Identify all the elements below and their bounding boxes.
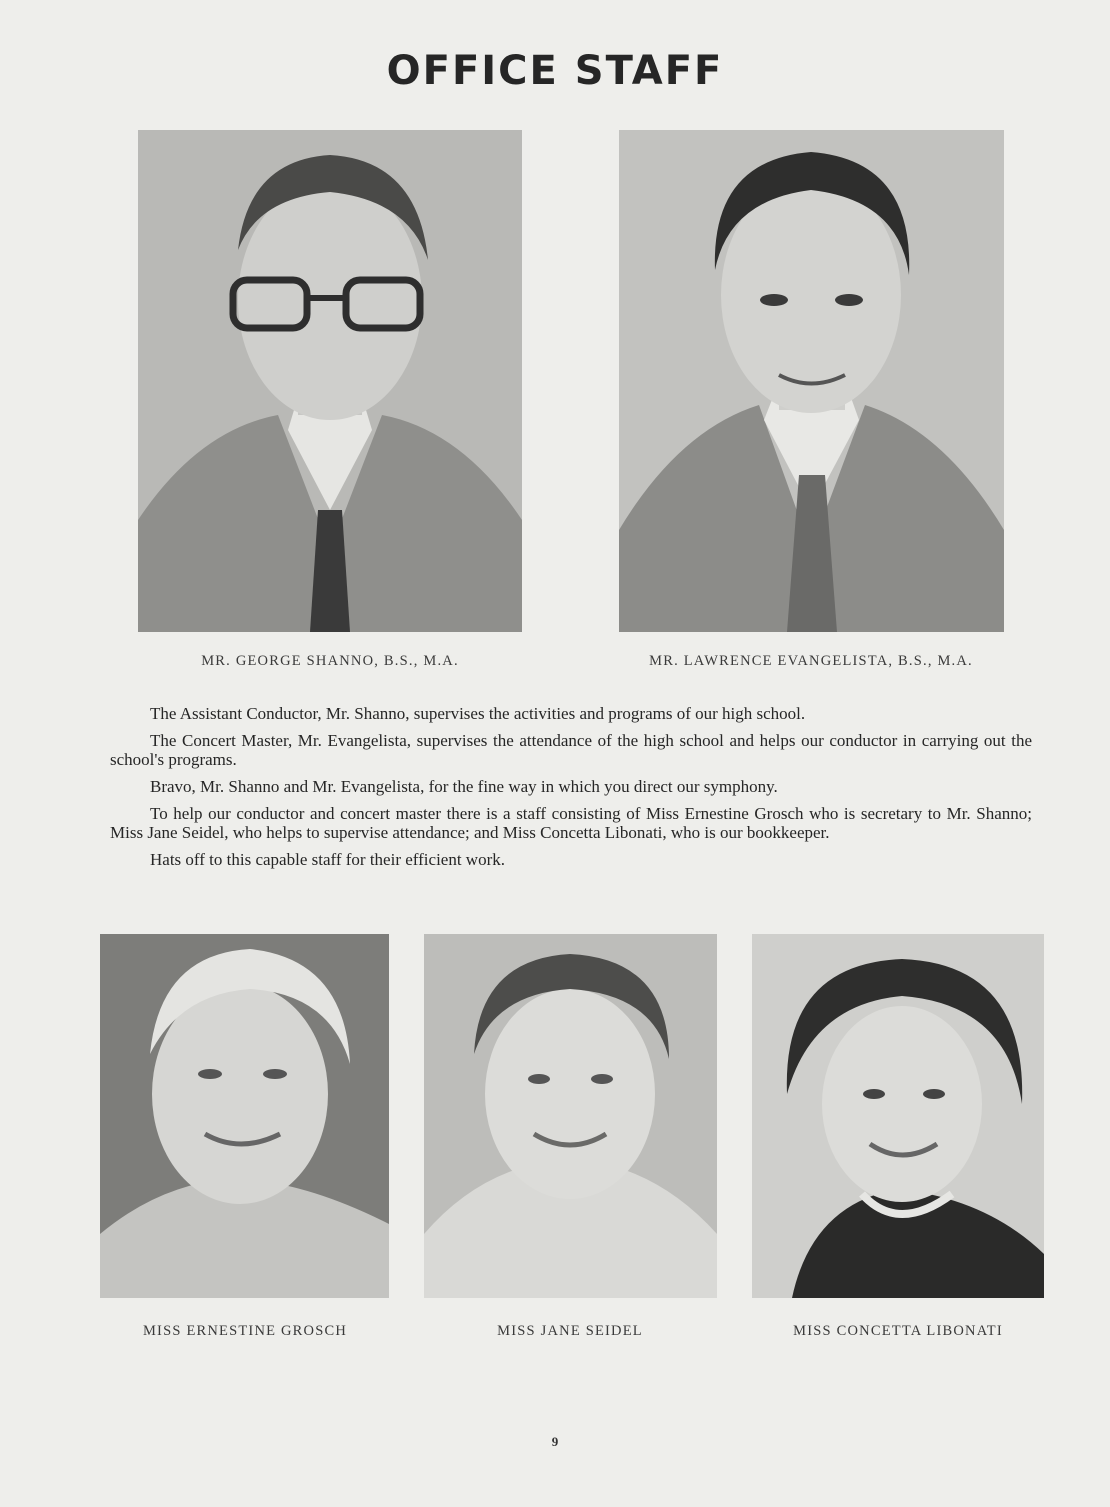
portrait-photo-shanno	[138, 130, 522, 632]
caption-grosch: MISS ERNESTINE GROSCH	[142, 1323, 348, 1339]
caption-evangelista: MR. LAWRENCE EVANGELISTA, B.S., M.A.	[649, 653, 973, 669]
portrait-photo-seidel	[424, 934, 717, 1298]
portrait-photo-evangelista	[619, 130, 1004, 632]
caption-libonati: MISS CONCETTA LIBONATI	[793, 1323, 1003, 1339]
caption-seidel: MISS JANE SEIDEL	[497, 1323, 643, 1339]
caption-shanno: MR. GEORGE SHANNO, B.S., M.A.	[201, 653, 459, 669]
portrait-photo-libonati	[752, 934, 1044, 1298]
page-title: OFFICE STAFF	[386, 48, 724, 94]
paragraph-hats-off: Hats off to this capable staff for their efficient work.	[150, 850, 505, 869]
paragraph-bravo: Bravo, Mr. Shanno and Mr. Evangelista, for the fine way in which you direct our symphony.	[150, 777, 778, 796]
paragraph-concert-master: The Concert Master, Mr. Evangelista, supervises the attendance of the high school and helps our conductor in carrying out the school's programs.	[110, 731, 1032, 769]
page-number: 9	[551, 1434, 559, 1449]
paragraph-staff: To help our conductor and concert master there is a staff consisting of Miss Ernestine Grosch who is secretary to Mr. Shanno; Miss Jane Seidel, who helps to supervise attendance; and Miss Concetta Libonati, who is our bookkeeper.	[110, 804, 1032, 842]
portrait-photo-grosch	[100, 934, 389, 1298]
body-text	[110, 704, 1032, 877]
paragraph-assistant-conductor: The Assistant Conductor, Mr. Shanno, supervises the activities and programs of our high school.	[150, 704, 806, 723]
